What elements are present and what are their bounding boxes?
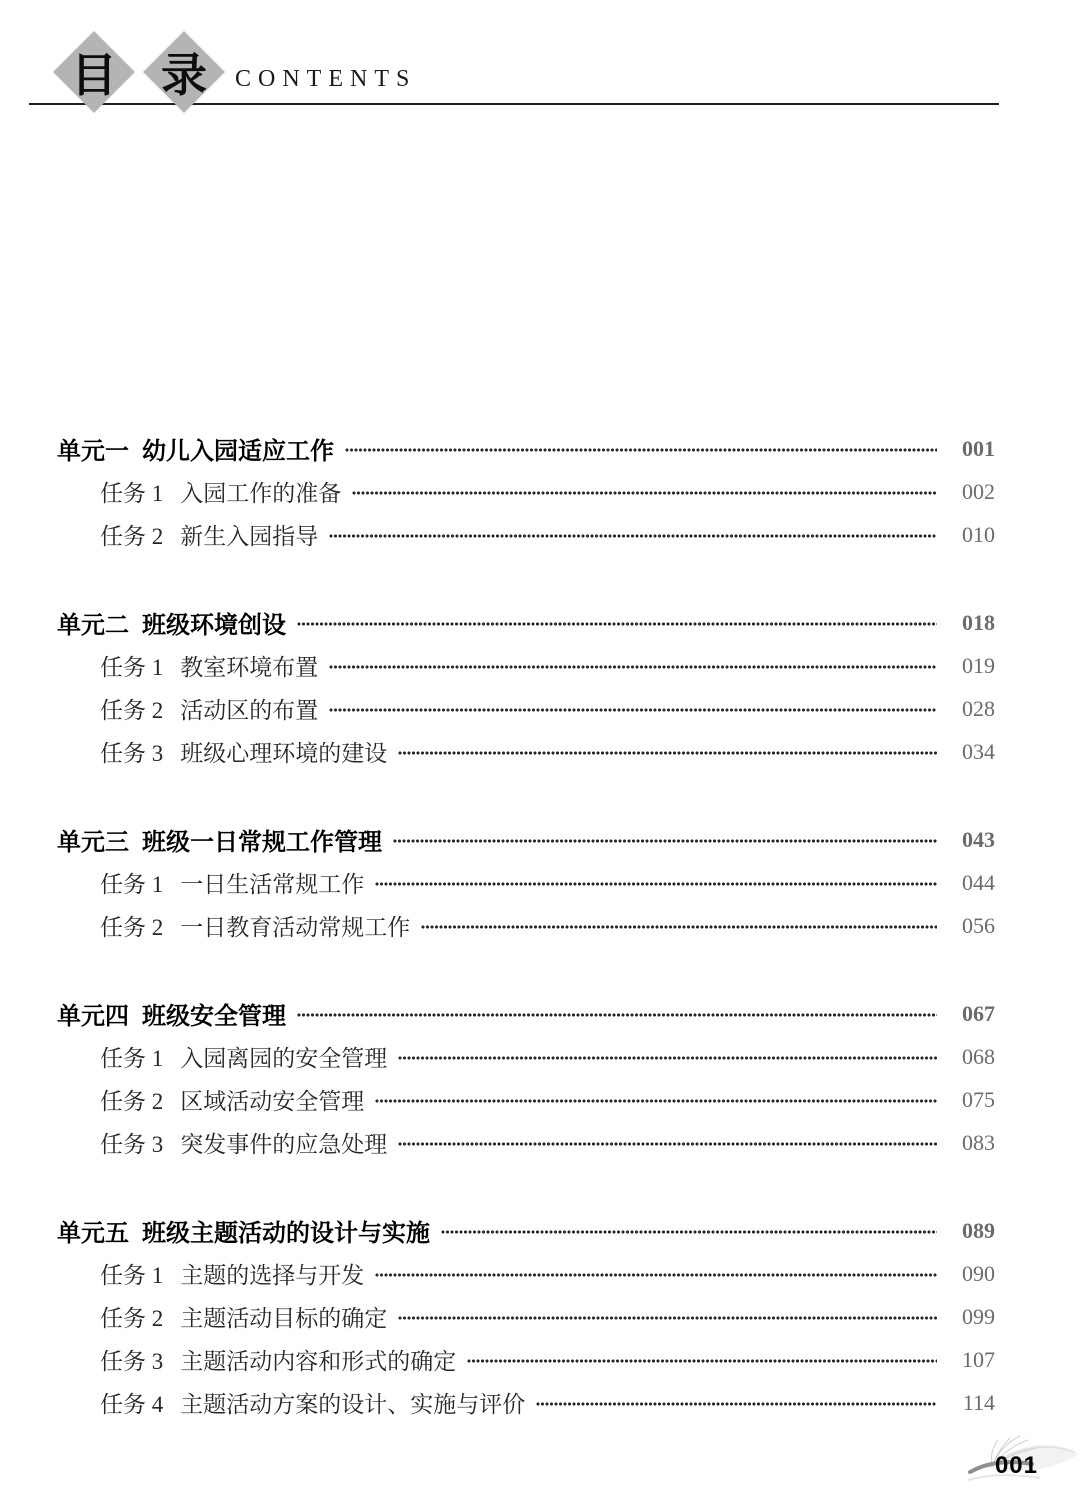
logo-char-mu: 目	[71, 49, 117, 101]
task-label: 任务 3	[100, 741, 164, 766]
unit-page-number: 089	[962, 1217, 995, 1243]
toc-task-row	[57, 1295, 995, 1338]
task-page-number: 028	[962, 695, 995, 721]
unit-title: 班级环境创设	[142, 612, 286, 639]
task-title: 主题活动方案的设计、实施与评价	[180, 1392, 526, 1417]
task-label: 任务 1	[100, 1046, 164, 1071]
logo-char-lu: 录	[161, 49, 207, 101]
task-label: 任务 2	[100, 915, 164, 940]
toc-task-row	[57, 904, 995, 947]
task-title: 新生入园指导	[180, 524, 319, 549]
toc-task-row	[57, 513, 995, 556]
toc-unit-group	[57, 992, 995, 1164]
task-page-number: 034	[962, 738, 995, 764]
dot-leader	[398, 1056, 937, 1060]
task-label: 任务 4	[100, 1392, 164, 1417]
task-page-number: 083	[962, 1129, 995, 1155]
task-label: 任务 1	[100, 655, 164, 680]
toc-unit-row	[57, 427, 995, 470]
unit-title: 班级主题活动的设计与实施	[142, 1220, 430, 1247]
toc-unit-group	[57, 427, 995, 556]
toc-unit-row	[57, 1209, 995, 1252]
dot-leader	[421, 925, 937, 929]
dot-leader	[393, 839, 937, 843]
task-page-number: 099	[962, 1303, 995, 1329]
unit-label: 单元三	[57, 829, 129, 856]
toc-task-row	[57, 1035, 995, 1078]
toc-task-row	[57, 1078, 995, 1121]
toc-unit-row	[57, 818, 995, 861]
task-page-number: 019	[962, 652, 995, 678]
unit-page-number: 018	[962, 609, 995, 635]
task-label: 任务 3	[100, 1349, 164, 1374]
dot-leader	[441, 1230, 937, 1234]
toc-task-row	[57, 470, 995, 513]
dot-leader	[375, 882, 937, 886]
toc-task-row	[57, 687, 995, 730]
task-page-number: 075	[962, 1086, 995, 1112]
dot-leader	[467, 1359, 937, 1363]
task-title: 主题活动内容和形式的确定	[180, 1349, 457, 1374]
dot-leader	[398, 1142, 937, 1146]
toc-task-row	[57, 1338, 995, 1381]
task-page-number: 002	[962, 478, 995, 504]
contents-subtitle: CONTENTS	[235, 66, 417, 92]
task-title: 突发事件的应急处理	[180, 1132, 388, 1157]
task-page-number: 068	[962, 1043, 995, 1069]
dot-leader	[329, 534, 937, 538]
dot-leader	[398, 751, 937, 755]
task-page-number: 114	[962, 1389, 995, 1415]
task-label: 任务 2	[100, 1306, 164, 1331]
task-title: 一日教育活动常规工作	[180, 915, 411, 940]
unit-title: 班级一日常规工作管理	[142, 829, 382, 856]
toc-list	[57, 427, 995, 1424]
dot-leader	[345, 448, 937, 452]
task-title: 一日生活常规工作	[180, 872, 365, 897]
unit-page-number: 001	[962, 435, 995, 461]
task-label: 任务 1	[100, 872, 164, 897]
task-page-number: 044	[962, 869, 995, 895]
unit-page-number: 043	[962, 826, 995, 852]
task-title: 入园工作的准备	[180, 481, 342, 506]
task-label: 任务 2	[100, 698, 164, 723]
task-title: 主题的选择与开发	[180, 1263, 365, 1288]
toc-task-row	[57, 1381, 995, 1424]
dot-leader	[375, 1273, 937, 1277]
task-title: 班级心理环境的建设	[180, 741, 388, 766]
task-title: 活动区的布置	[180, 698, 319, 723]
toc-task-row	[57, 1252, 995, 1295]
dot-leader	[329, 708, 937, 712]
unit-label: 单元五	[57, 1220, 129, 1247]
dot-leader	[536, 1402, 937, 1406]
task-title: 教室环境布置	[180, 655, 319, 680]
task-label: 任务 2	[100, 1089, 164, 1114]
toc-unit-group	[57, 1209, 995, 1424]
task-label: 任务 3	[100, 1132, 164, 1157]
dot-leader	[329, 665, 937, 669]
toc-task-row	[57, 1121, 995, 1164]
toc-task-row	[57, 644, 995, 687]
toc-unit-group	[57, 818, 995, 947]
unit-title: 幼儿入园适应工作	[142, 438, 334, 465]
unit-label: 单元四	[57, 1003, 129, 1030]
task-title: 主题活动目标的确定	[180, 1306, 388, 1331]
toc-unit-group	[57, 601, 995, 773]
page-header	[0, 0, 1080, 120]
dot-leader	[297, 622, 937, 626]
dot-leader	[375, 1099, 937, 1103]
unit-label: 单元二	[57, 612, 129, 639]
footer-page-number: 001	[994, 1452, 1038, 1479]
unit-label: 单元一	[57, 438, 129, 465]
unit-page-number: 067	[962, 1000, 995, 1026]
task-page-number: 107	[962, 1346, 995, 1372]
dot-leader	[297, 1013, 937, 1017]
task-label: 任务 2	[100, 524, 164, 549]
toc-unit-row	[57, 601, 995, 644]
task-label: 任务 1	[100, 1263, 164, 1288]
dot-leader	[352, 491, 937, 495]
unit-title: 班级安全管理	[142, 1003, 286, 1030]
task-page-number: 090	[962, 1260, 995, 1286]
toc-unit-row	[57, 992, 995, 1035]
toc-task-row	[57, 861, 995, 904]
task-title: 入园离园的安全管理	[180, 1046, 388, 1071]
toc-task-row	[57, 730, 995, 773]
dot-leader	[398, 1316, 937, 1320]
task-page-number: 010	[962, 521, 995, 547]
task-page-number: 056	[962, 912, 995, 938]
task-label: 任务 1	[100, 481, 164, 506]
task-title: 区域活动安全管理	[180, 1089, 365, 1114]
